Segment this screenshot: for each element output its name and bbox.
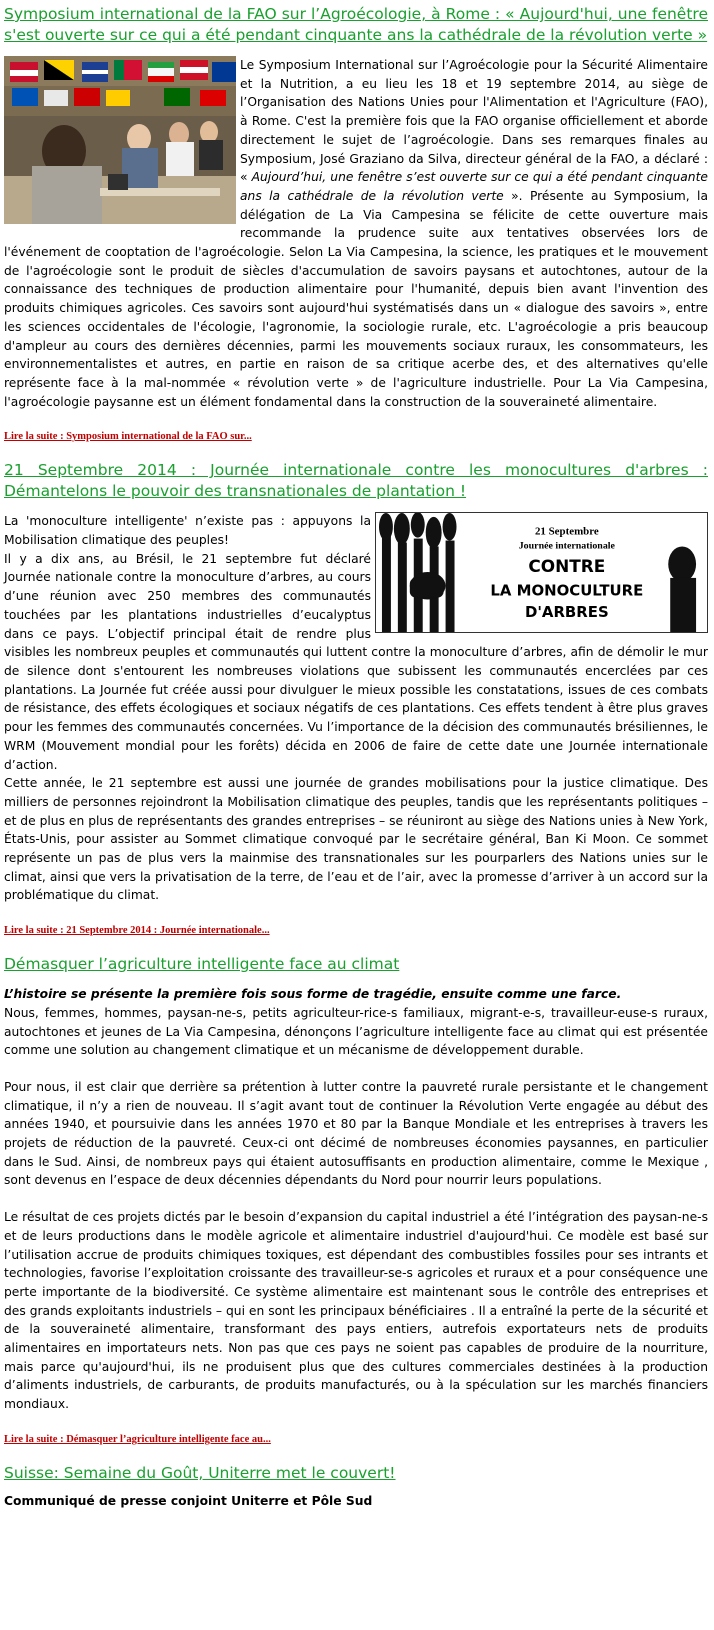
article-tree-monoculture: [4, 460, 708, 936]
article-uniterre: [4, 1463, 708, 1508]
article-fao-symposium: [4, 4, 708, 442]
article-body: [4, 56, 708, 411]
article-paragraph: Il y a dix ans, au Brésil, le 21 septembre fut déclaré Journée nationale contre la monoculture d’arbres, au cours d’une réunion avec 250 membres des communautés touchées par les plantations industrielles d’eucalyptus dans ce pays. L’objectif principal était de rendre plus visibles les nombreux peuples et communautés qui luttent contre la monoculture d’arbres, afin de démolir le mur de silence dont s'entourent les nombreuses violations que subissent les communautés encerclées par ces plantations. La Journée fut créée aussi pour divulguer le mieux possible les constatations, issues de ces combats de résistance, des effets écologiques et sociaux négatifs de ces plantations. Ces effets tendent à être plus graves pour les femmes des communautés concernées. Vu l’importance de la décision des communautés brésiliennes, le WRM (Mouvement mondial pour les forêts) décida en 2006 de faire de cette date une Journée internationale d’action.: [4, 551, 708, 772]
read-more-link[interactable]: Lire la suite : Démasquer l’agriculture intelligente face au...: [4, 1433, 271, 1445]
article-paragraph: Le résultat de ces projets dictés par le besoin d’expansion du capital industriel a été l’intégration des paysan-ne-s et de leurs productions dans le modèle agricole et alimentaire industriel d'aujourd'hui. Ce modèle est basé sur l’utilisation accrue de produits chimiques toxiques, est dépendant des combustibles fossiles pour ses intrants et technologies, favorise l’exploitation croissante des travailleur-se-s agricoles et ruraux et a pour conséquence une perte importante de la biodiversité. Ce système alimentaire est maintenant sous le contrôle des entreprises et des grands exploitants industriels – qui en sont les principaux bénéficiaires . Il a entraîné la perte de la sécurité et de la souveraineté alimentaire, transformant des pays entiers, autrefois exportateurs nets de produits alimentaires en importateurs nets. Non pas que ces pays ne soient pas capables de produire de la nourriture, mais parce qu'aujourd'hui, ils ne produisent plus que des cultures commerciales destinées à la production d’aliments industriels, de carburants, de produits manufacturés, ou à la spéculation sur les marchés financiers mondiaux.: [4, 1210, 708, 1412]
article-title[interactable]: Suisse: Semaine du Goût, Uniterre met le couvert!: [4, 1463, 396, 1482]
monoculture-day-poster: [375, 512, 708, 633]
quote: Aujourd’hui, une fenêtre s’est ouverte sur ce qui a été pendant cinquante ans la cathédrale de la révolution verte: [240, 170, 708, 203]
article-lead: L’histoire se présente la première fois sous forme de tragédie, ensuite comme une farce.: [4, 987, 622, 1002]
article-paragraph: Le Symposium International sur l’Agroécologie pour la Sécurité Alimentaire et la Nutrition, a eu lieu les 18 et 19 septembre 2014, au siège de l’Organisation des Nations Unies pour l'Alimentation et l'Agriculture (FAO), à Rome. C'est la première fois que la FAO organise officiellement et aborde directement le sujet de l’agroécologie. Dans ses remarques finales au Symposium, José Graziano da Silva, directeur général de la FAO, a déclaré : « Aujourd’hui, une fenêtre s’est ouverte sur ce qui a été pendant cinquante ans la cathédrale de la révolution verte ». Présente au Symposium, la délégation de La Via Campesina se félicite de cette ouverture mais recommande la prudence suite aux tentatives observées lors de l'événement de cooptation de l'agroécologie. Selon La Via Campesina, la science, les pratiques et le mouvement de l'agroécologie sont le produit de siècles d'accumulation de savoirs paysans et autochtones, autour de la connaissance des techniques de production alimentaire pour l'humanité, depuis bien avant l'invention des produits chimiques agricoles. Ces savoirs sont aujourd'hui systématisés dans un « dialogue des savoirs », entre les sciences occidentales de l'écologie, l'agronomie, la sociologie rurale, etc. L'agroécologie a pris beaucoup d'ampleur au cours des dernières décennies, parmi les mouvements sociaux ruraux, les consommateurs, les environnementalistes et autres, en partie en raison de sa critique acerbe des, et des alternatives qu'elle représente face à la mal-nommée « révolution verte » de l'agriculture industrielle. Pour La Via Campesina, l'agroécologie paysanne est un élément fondamental dans la construction de la souveraineté alimentaire.: [4, 58, 709, 409]
poster-line-4: LA MONOCULTURE: [490, 583, 644, 600]
article-title[interactable]: Symposium international de la FAO sur l’Agroécologie, à Rome : « Aujourd'hui, une fenêtre s'est ouverte sur ce qui a été pendant cinquante ans la cathédrale de la révolution verte »: [4, 5, 708, 44]
delegates-meeting-photo: [4, 56, 236, 224]
read-more-link[interactable]: Lire la suite : 21 Septembre 2014 : Journée internationale...: [4, 925, 270, 937]
article-title[interactable]: 21 Septembre 2014 : Journée internationale contre les monocultures d'arbres : Démantelons le pouvoir des transnationales de plantation !: [4, 461, 708, 501]
article-paragraph: Cette année, le 21 septembre est aussi une journée de grandes mobilisations pour la justice climatique. Des milliers de personnes rejoindront la Mobilisation climatique des peuples, tandis que les représentants politiques – et de plus en plus de représentants des grandes entreprises – se réuniront au siège des Nations unies à New York, États-Unis, pour assister au Sommet climatique convoqué par le secrétaire général, Ban Ki Moon. Ce sommet représente un pas de plus vers la mainmise des transnationales sur les pourparlers des Nations unies sur le climat, ainsi que vers la privatisation de la terre, de l’eau et de l’air, avec la promesse d’arriver à un accord sur la problématique du climat.: [4, 776, 708, 903]
poster-line-1: 21 Septembre: [534, 526, 599, 538]
poster-line-3: CONTRE: [528, 556, 606, 577]
press-release-subhead: Communiqué de presse conjoint Uniterre et Pôle Sud: [4, 1493, 373, 1508]
article-title[interactable]: Démasquer l’agriculture intelligente face au climat: [4, 955, 400, 974]
article-climate-smart-agriculture: [4, 954, 708, 1445]
article-paragraph: Pour nous, il est clair que derrière sa prétention à lutter contre la pauvreté rurale persistante et le changement climatique, il n’y a rien de nouveau. Il s’agit avant tout de continuer la Révolution Verte engagée au début des années 1940, et poursuivie dans les années 1970 et 80 par la Banque Mondiale et les entreprises à travers les projets de réduction de la pauvreté. Ceux-ci ont décimé de nombreuses économies paysannes, en particulier dans le Sud. Ainsi, de nombreux pays qui étaient autosuffisants en production alimentaire, comme le Mexique , sont devenus en l’espace de deux décennies dépendants du Nord pour nourrir leurs populations.: [4, 1079, 708, 1188]
article-paragraph: Nous, femmes, hommes, paysan-ne-s, petits agriculteur-rice-s familiaux, migrant-e-s, travailleur-euse-s ruraux, autochtones et jeunes de La Via Campesina, dénonçons l’agriculture intelligente face au climat qui est présentée comme une solution au changement climatique et un mécanisme de développement durable.: [4, 1005, 708, 1058]
article-paragraph: La 'monoculture intelligente' n’existe pas : appuyons la Mobilisation climatique des peuples!: [4, 514, 371, 548]
poster-line-2: Journée internationale: [518, 540, 615, 552]
read-more-link[interactable]: Lire la suite : Symposium international de la FAO sur...: [4, 431, 252, 443]
article-body: [4, 985, 708, 1414]
article-body: [4, 512, 708, 905]
poster-line-5: D'ARBRES: [524, 604, 609, 622]
